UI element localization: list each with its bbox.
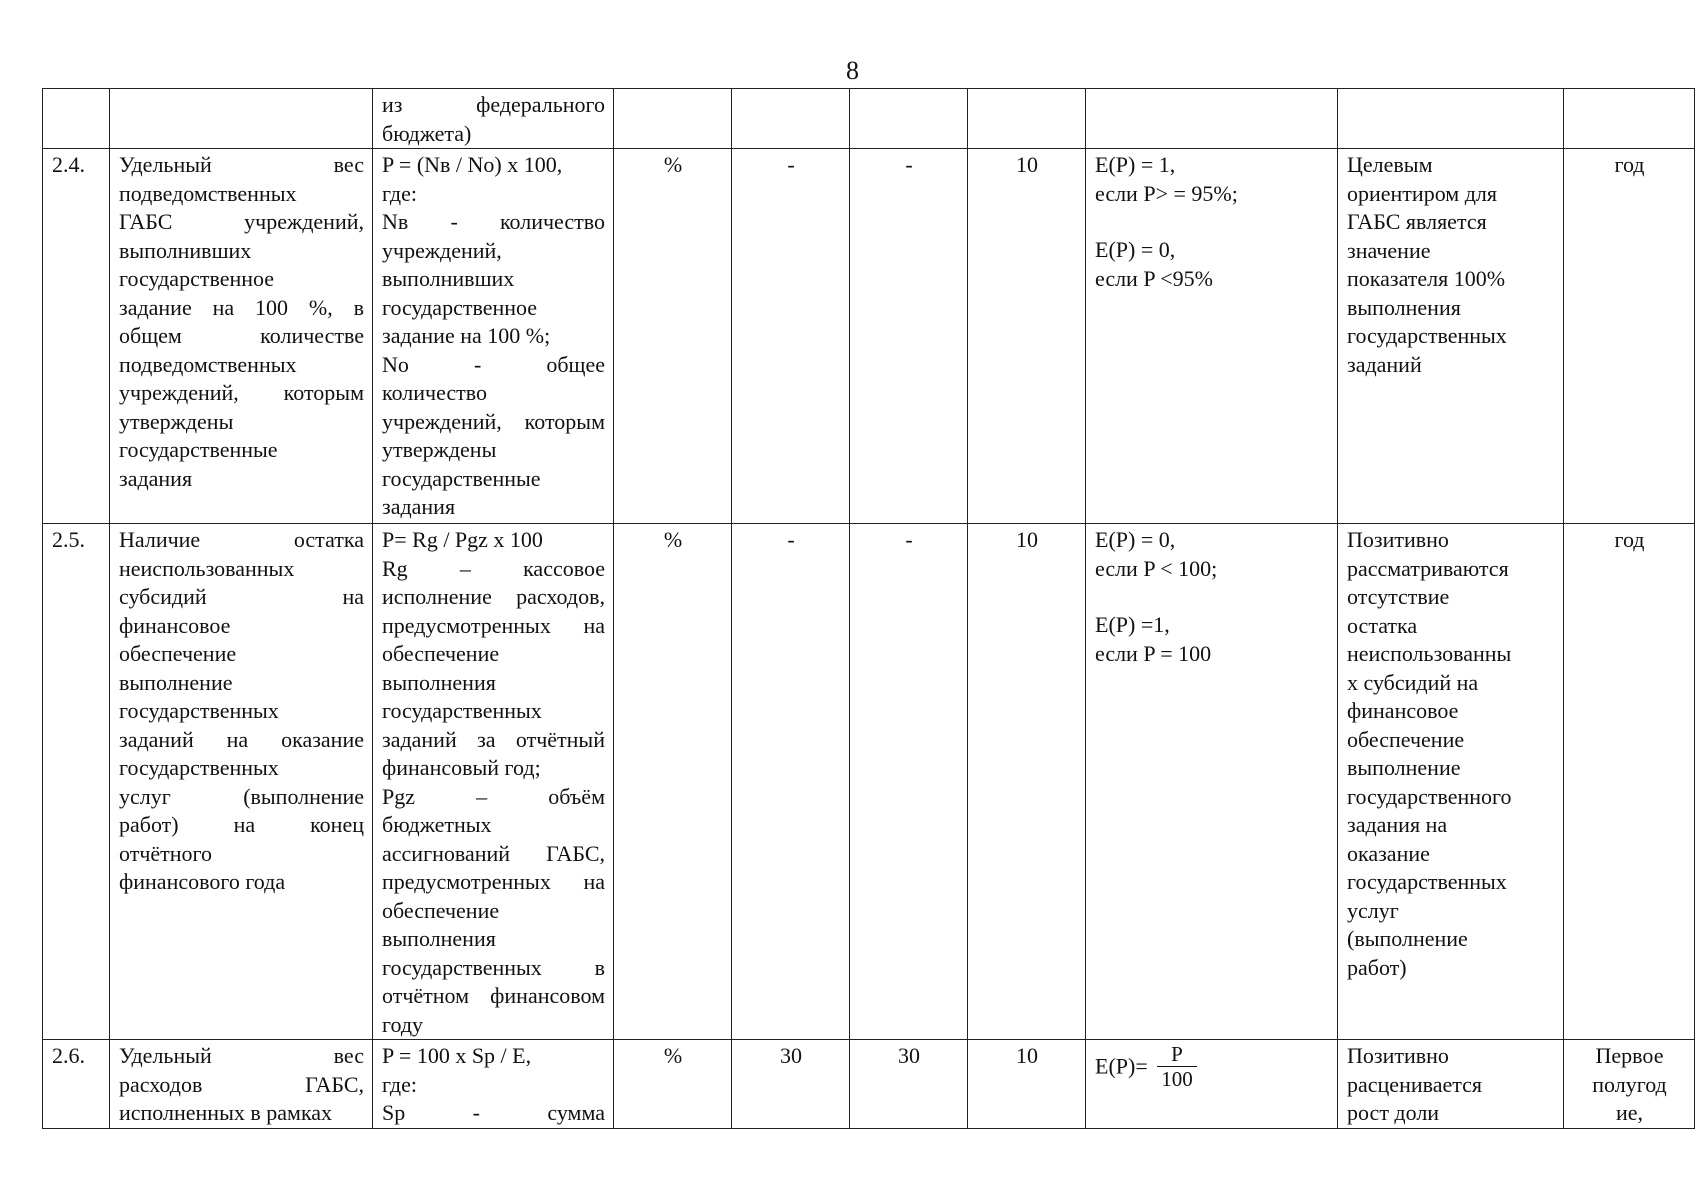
comment-line: расценивается bbox=[1347, 1071, 1483, 1097]
cell-eval bbox=[1086, 89, 1338, 149]
eval-line: если P = 100 bbox=[1095, 640, 1212, 666]
name-line: расходов ГАБС, bbox=[119, 1071, 364, 1097]
comment-line: Позитивно bbox=[1347, 527, 1449, 552]
table-row-continuation bbox=[43, 89, 1695, 149]
formula-line: году bbox=[382, 1011, 424, 1037]
cell-weight: 10 bbox=[968, 524, 1086, 1040]
eval-line: E(P) = 1, bbox=[1095, 152, 1176, 177]
formula-line: финансовый год; bbox=[382, 755, 541, 780]
table-row-2-5 bbox=[43, 524, 1695, 1040]
formula-line: P= Rg / Pgz x 100 bbox=[382, 527, 543, 552]
cell-val2: 30 bbox=[850, 1040, 968, 1129]
formula-line: отчётном финансовом bbox=[382, 983, 605, 1008]
cell-weight bbox=[968, 89, 1086, 149]
cell-val2 bbox=[850, 89, 968, 149]
table-row-2-4 bbox=[43, 149, 1695, 524]
cell-val1: - bbox=[732, 149, 850, 524]
comment-line: выполнение bbox=[1347, 755, 1461, 780]
formula-line: где: bbox=[382, 1071, 417, 1097]
comment-line: финансовое bbox=[1347, 698, 1459, 723]
comment-line: Позитивно bbox=[1347, 1043, 1449, 1068]
name-line: обеспечение bbox=[119, 641, 237, 666]
formula-line: утверждены bbox=[382, 437, 497, 462]
name-line: заданий на оказание bbox=[119, 726, 364, 752]
name-line: учреждений, которым bbox=[119, 380, 364, 405]
cell-comment bbox=[1338, 149, 1564, 524]
eval-numerator: P bbox=[1157, 1042, 1197, 1067]
comment-line: работ) bbox=[1347, 954, 1407, 980]
name-line: государственные bbox=[119, 437, 278, 462]
eval-line: E(P) = 0, bbox=[1095, 237, 1176, 262]
formula-line: предусмотренных на bbox=[382, 869, 605, 894]
period-line: Первое bbox=[1595, 1043, 1664, 1068]
formula-line: задание на 100 %; bbox=[382, 323, 551, 348]
cell-num: 2.4. bbox=[43, 149, 110, 524]
name-line: ГАБС учреждений, bbox=[119, 209, 364, 234]
cell-eval bbox=[1086, 524, 1338, 1040]
comment-line: ГАБС является bbox=[1347, 209, 1487, 234]
eval-line: E(P) = 0, bbox=[1095, 527, 1176, 552]
formula-line: выполнения bbox=[382, 669, 496, 695]
cell-num: 2.5. bbox=[43, 524, 110, 1040]
cell-period: год bbox=[1564, 524, 1695, 1040]
page-number: 8 bbox=[846, 56, 859, 85]
formula-line: бюджета) bbox=[382, 120, 472, 146]
cell-formula bbox=[373, 89, 614, 149]
formula-line: государственных bbox=[382, 698, 542, 723]
cell-name bbox=[110, 89, 373, 149]
cell-name bbox=[110, 1040, 373, 1129]
cell-comment bbox=[1338, 524, 1564, 1040]
cell-formula bbox=[373, 524, 614, 1040]
formula-line: Sp - сумма bbox=[382, 1100, 605, 1125]
cell-formula bbox=[373, 149, 614, 524]
table-row-2-6 bbox=[43, 1040, 1695, 1129]
comment-line: х субсидий на bbox=[1347, 669, 1479, 695]
name-line: государственное bbox=[119, 266, 275, 291]
comment-line: оказание bbox=[1347, 840, 1430, 866]
name-line: Удельный вес bbox=[119, 152, 364, 177]
comment-line: государственных bbox=[1347, 869, 1507, 894]
cell-eval bbox=[1086, 149, 1338, 524]
formula-line: государственных в bbox=[382, 954, 605, 980]
cell-formula bbox=[373, 1040, 614, 1129]
formula-line: обеспечение bbox=[382, 641, 500, 666]
name-line: выполнение bbox=[119, 669, 233, 695]
cell-comment bbox=[1338, 89, 1564, 149]
comment-line: выполнения bbox=[1347, 294, 1461, 320]
formula-line: Nв - количество bbox=[382, 209, 605, 234]
name-line: Удельный вес bbox=[119, 1043, 364, 1068]
comment-line: остатка bbox=[1347, 612, 1418, 638]
eval-fraction bbox=[1157, 1042, 1197, 1091]
formula-line: P = 100 x Sp / E, bbox=[382, 1043, 532, 1068]
comment-line: Целевым bbox=[1347, 152, 1433, 177]
comment-line: обеспечение bbox=[1347, 726, 1465, 752]
formula-line: Pgz – объём bbox=[382, 783, 605, 809]
comment-line: отсутствие bbox=[1347, 584, 1450, 609]
name-line: задания bbox=[119, 465, 193, 491]
formula-line: Rg – кассовое bbox=[382, 555, 605, 581]
formula-line: исполнение расходов, bbox=[382, 584, 605, 609]
comment-line: услуг bbox=[1347, 897, 1399, 923]
comment-line: рассматриваются bbox=[1347, 555, 1509, 581]
eval-line: если P < 100; bbox=[1095, 555, 1218, 581]
comment-line: (выполнение bbox=[1347, 926, 1468, 951]
eval-line: если P <95% bbox=[1095, 265, 1213, 291]
name-line: неиспользованных bbox=[119, 555, 295, 581]
formula-line: из федерального bbox=[382, 92, 605, 117]
cell-num: 2.6. bbox=[43, 1040, 110, 1129]
cell-comment bbox=[1338, 1040, 1564, 1129]
cell-period: год bbox=[1564, 149, 1695, 524]
cell-eval bbox=[1086, 1040, 1338, 1129]
cell-val2: - bbox=[850, 149, 968, 524]
name-line: исполненных в рамках bbox=[119, 1100, 333, 1125]
formula-line: предусмотренных на bbox=[382, 612, 605, 638]
criteria-table bbox=[42, 88, 1695, 1129]
name-line: отчётного bbox=[119, 840, 213, 866]
cell-val2: - bbox=[850, 524, 968, 1040]
name-line: государственных bbox=[119, 755, 279, 780]
name-line: утверждены bbox=[119, 408, 234, 434]
cell-val1: - bbox=[732, 524, 850, 1040]
name-line: работ) на конец bbox=[119, 812, 364, 837]
comment-line: рост доли bbox=[1347, 1100, 1440, 1125]
name-line: финансовое bbox=[119, 612, 231, 638]
cell-unit: % bbox=[614, 1040, 732, 1129]
name-line: общем количестве bbox=[119, 323, 364, 348]
comment-line: показателя 100% bbox=[1347, 266, 1506, 291]
period-line: полугод bbox=[1592, 1071, 1667, 1097]
name-line: Наличие остатка bbox=[119, 527, 364, 552]
formula-line: бюджетных bbox=[382, 812, 492, 837]
name-line: подведомственных bbox=[119, 180, 297, 206]
cell-unit: % bbox=[614, 524, 732, 1040]
eval-line: E(P) =1, bbox=[1095, 612, 1170, 637]
cell-name bbox=[110, 149, 373, 524]
formula-line: ассигнований ГАБС, bbox=[382, 840, 605, 866]
name-line: подведомственных bbox=[119, 351, 297, 377]
comment-line: государственных bbox=[1347, 323, 1507, 348]
formula-line: задания bbox=[382, 494, 456, 519]
eval-line bbox=[1095, 208, 1329, 236]
cell-period bbox=[1564, 89, 1695, 149]
eval-line: если P> = 95%; bbox=[1095, 180, 1238, 206]
formula-line: выполнения bbox=[382, 926, 496, 951]
cell-val1: 30 bbox=[732, 1040, 850, 1129]
formula-line: P = (Nв / No) x 100, bbox=[382, 152, 563, 177]
eval-line bbox=[1095, 583, 1329, 611]
name-line: государственных bbox=[119, 698, 279, 723]
formula-line: количество bbox=[382, 380, 488, 405]
formula-line: где: bbox=[382, 180, 417, 206]
formula-line: заданий за отчётный bbox=[382, 726, 605, 752]
cell-num bbox=[43, 89, 110, 149]
eval-denominator: 100 bbox=[1161, 1067, 1193, 1091]
formula-line: учреждений, которым bbox=[382, 408, 605, 434]
comment-line: государственного bbox=[1347, 783, 1512, 809]
eval-lhs: E(P)= bbox=[1095, 1053, 1148, 1079]
cell-unit: % bbox=[614, 149, 732, 524]
comment-line: ориентиром для bbox=[1347, 180, 1497, 206]
cell-weight: 10 bbox=[968, 1040, 1086, 1129]
formula-line: учреждений, bbox=[382, 237, 502, 263]
formula-line: государственное bbox=[382, 294, 538, 320]
cell-unit bbox=[614, 89, 732, 149]
formula-line: выполнивших bbox=[382, 266, 515, 291]
name-line: выполнивших bbox=[119, 237, 252, 263]
formula-line: обеспечение bbox=[382, 897, 500, 923]
formula-line: государственные bbox=[382, 465, 541, 491]
name-line: финансового года bbox=[119, 869, 286, 894]
cell-weight: 10 bbox=[968, 149, 1086, 524]
name-line: услуг (выполнение bbox=[119, 783, 364, 809]
formula-line: No - общее bbox=[382, 351, 605, 377]
cell-val1 bbox=[732, 89, 850, 149]
comment-line: заданий bbox=[1347, 351, 1422, 377]
period-line: ие, bbox=[1615, 1100, 1644, 1125]
eval-formula bbox=[1095, 1042, 1197, 1091]
comment-line: задания на bbox=[1347, 812, 1448, 837]
cell-period bbox=[1564, 1040, 1695, 1129]
comment-line: неиспользованны bbox=[1347, 641, 1512, 666]
name-line: задание на 100 %, в bbox=[119, 294, 364, 320]
comment-line: значение bbox=[1347, 237, 1431, 263]
cell-name bbox=[110, 524, 373, 1040]
name-line: субсидий на bbox=[119, 584, 364, 609]
